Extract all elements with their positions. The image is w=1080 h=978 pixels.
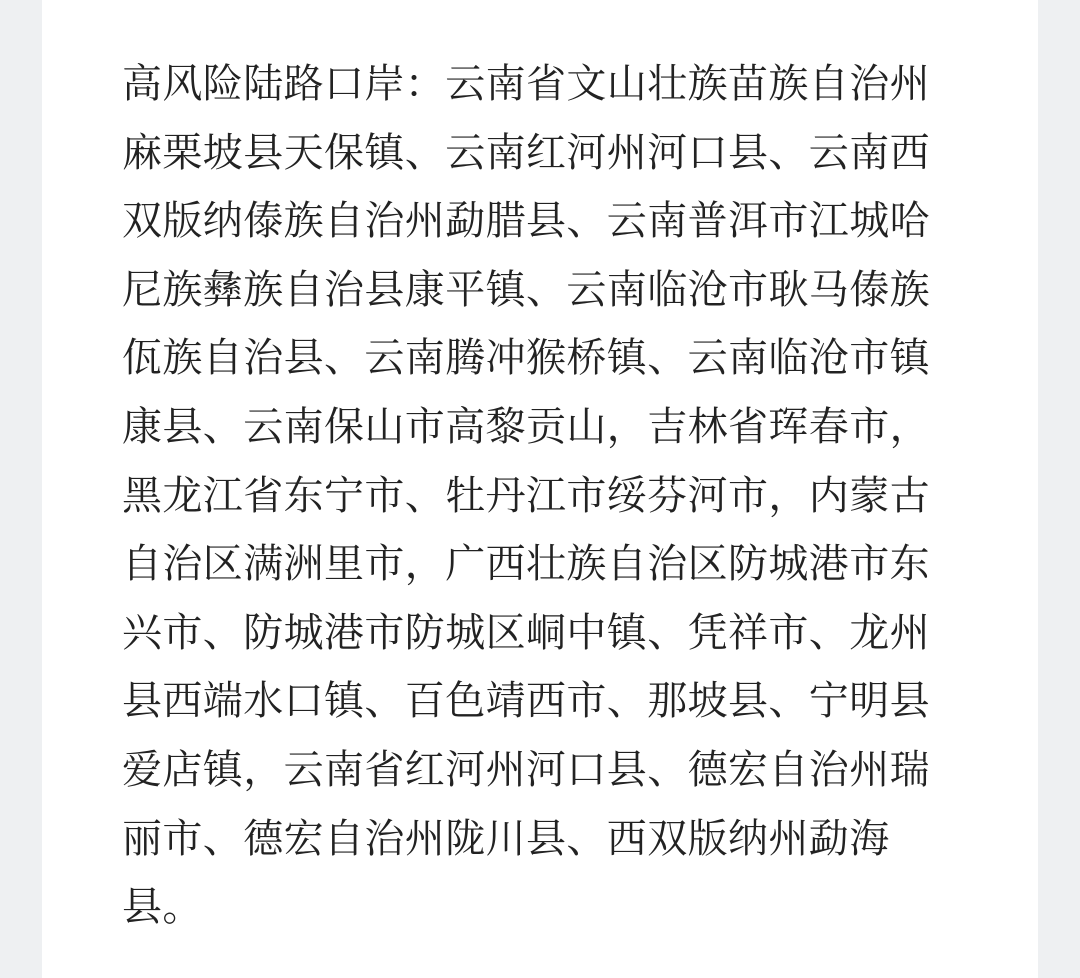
text-line: 麻栗坡县天保镇、云南红河州河口县、云南西: [122, 129, 930, 176]
text-line: 尼族彝族自治县康平镇、云南临沧市耿马傣族: [122, 266, 930, 313]
text-line: 双版纳傣族自治州勐腊县、云南普洱市江城哈: [122, 198, 930, 245]
text-line: 高风险陆路口岸：云南省文山壮族苗族自治州: [122, 61, 930, 107]
text-line: 黑龙江省东宁市、牡丹江市绥芬河市，内蒙古: [122, 472, 930, 519]
text-line: 县西端水口镇、百色靖西市、那坡县、宁明县: [122, 678, 930, 725]
text-line: 佤族自治县、云南腾冲猴桥镇、云南临沧市镇: [122, 335, 930, 382]
text-line: 兴市、防城港市防城区峒中镇、凭祥市、龙州: [122, 609, 930, 656]
content-card: [42, 0, 1038, 978]
text-line: 自治区满洲里市，广西壮族自治区防城港市东: [122, 541, 930, 588]
text-line: 康县、云南保山市高黎贡山，吉林省珲春市，: [122, 403, 930, 450]
text-line: 爱店镇，云南省红河州河口县、德宏自治州瑞: [122, 746, 930, 793]
article-paragraph: [122, 50, 972, 942]
text-line: 丽市、德宏自治州陇川县、西双版纳州勐海: [122, 815, 890, 862]
text-line: 县。: [122, 884, 203, 931]
